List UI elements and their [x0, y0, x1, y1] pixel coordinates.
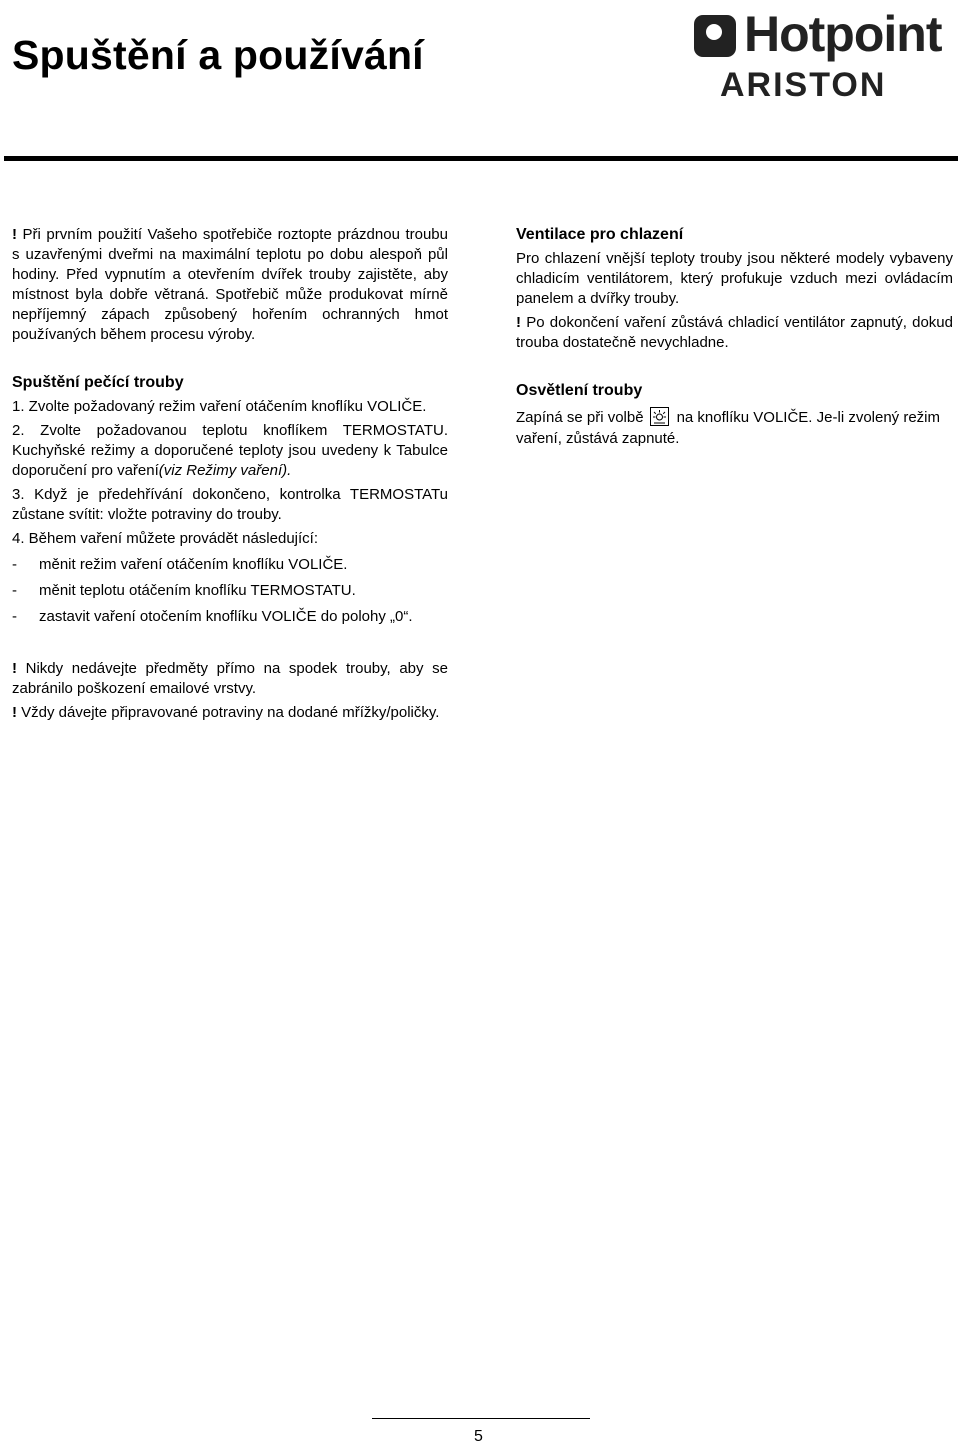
logo-sub-text: ARISTON	[720, 66, 887, 104]
section-heading-oven-start: Spuštění pečící trouby	[12, 374, 184, 391]
section-heading-oven-light: Osvětlení trouby	[516, 382, 643, 399]
warning-mark: !	[12, 226, 17, 243]
right-column	[516, 225, 953, 449]
header-divider	[4, 156, 958, 161]
page-number: 5	[474, 1428, 483, 1445]
intro-paragraph	[12, 225, 448, 345]
light-text	[516, 407, 953, 449]
step-3: 3. Když je předehřívání dokončeno, kontrolka TERMOSTATu zůstane svítit: vložte potraviny do trouby.	[12, 486, 448, 523]
list-dash: -	[12, 582, 17, 599]
warning-text: Vždy dávejte připravované potraviny na dodané mřížky/poličky.	[21, 704, 440, 721]
warning-mark: !	[12, 704, 17, 721]
brand-mark-icon	[694, 15, 736, 57]
light-text-before: Zapíná se při volbě	[516, 409, 644, 426]
logo-brand-text: Hotpoint	[744, 6, 942, 62]
list-dash: -	[12, 556, 17, 573]
warning-text: Nikdy nedávejte předměty přímo na spodek trouby, aby se zabránilo poškození emailové vrstvy.	[12, 660, 448, 697]
warning-paragraph	[12, 659, 448, 699]
step-4: 4. Během vaření můžete provádět následující:	[12, 530, 319, 547]
list-item-text: měnit teplotu otáčením knoflíku TERMOSTATU.	[39, 582, 356, 599]
warning-paragraph	[12, 703, 448, 723]
list-dash: -	[12, 608, 17, 625]
warning-mark: !	[12, 660, 17, 677]
light-text-after: na knoflíku VOLIČE. Je-li zvolený režim vaření, zůstává zapnuté.	[516, 409, 941, 447]
ventilation-text: Pro chlazení vnější teploty trouby jsou některé modely vybaveny chladicím ventilátorem, který profukuje vzduch mezi ovládacím panelem a dvířky trouby.	[516, 250, 953, 307]
left-column	[12, 225, 448, 723]
ventilation-note-text: Po dokončení vaření zůstává chladicí ventilátor zapnutý, dokud trouba dostatečně nevychladne.	[516, 314, 953, 351]
oven-light-icon	[650, 407, 669, 426]
step-2-text: 2. Zvolte požadovanou teplotu knoflíkem TERMOSTATU. Kuchyňské režimy a doporučené teploty jsou uvedeny k Tabulce doporučení pro vaření	[12, 422, 448, 479]
step-2-reference: (viz Režimy vaření).	[158, 462, 292, 479]
section-heading-ventilation: Ventilace pro chlazení	[516, 226, 684, 243]
footer-divider	[372, 1418, 590, 1419]
list-item-text: zastavit vaření otočením knoflíku VOLIČE do polohy „0“.	[39, 608, 413, 625]
hotpoint-ariston-logo	[694, 6, 946, 110]
ventilation-note	[516, 313, 953, 353]
list-item	[12, 555, 448, 575]
page-title: Spuštění a používání	[12, 32, 424, 78]
warning-mark: !	[516, 314, 521, 331]
list-item-text: měnit režim vaření otáčením knoflíku VOLIČE.	[39, 556, 348, 573]
list-item	[12, 581, 448, 601]
intro-text: Při prvním použití Vašeho spotřebiče roztopte prázdnou troubu s uzavřenými dveřmi na maximální teplotu po dobu alespoň půl hodiny. Před vypnutím a otevřením dvířek trouby zajistěte, aby místnost byla dobře větraná. Spotřebič může produkovat mírně nepříjemný zápach způsobený hořením ochranných hmot používaných během procesu výroby.	[12, 226, 448, 343]
list-item	[12, 607, 448, 627]
step-1: 1. Zvolte požadovaný režim vaření otáčením knoflíku VOLIČE.	[12, 398, 427, 415]
step-2	[12, 421, 448, 481]
